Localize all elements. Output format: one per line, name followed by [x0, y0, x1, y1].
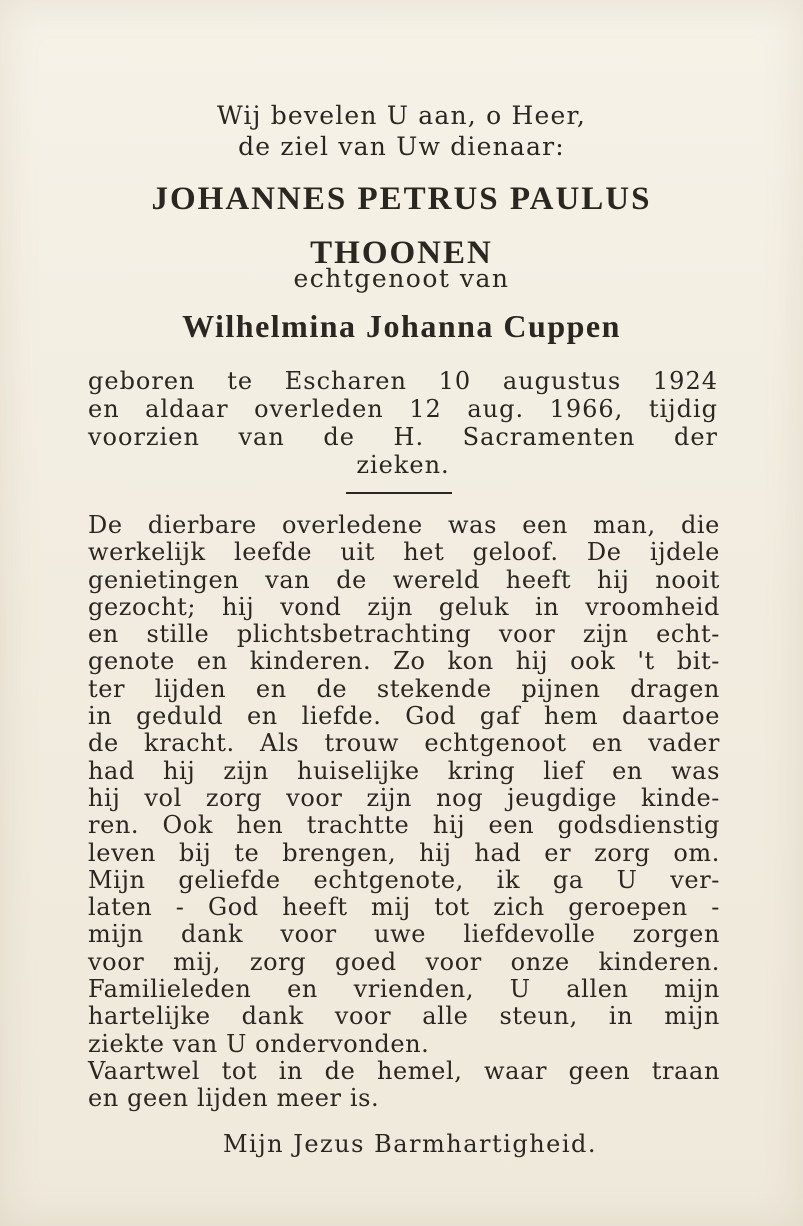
memorial-line: in geduld en liefde. God gaf hem daartoe: [88, 702, 720, 731]
memorial-line: Mijn geliefde echtgenote, ik ga U ver-: [88, 865, 720, 894]
closing-prayer: Mijn Jezus Barmhartigheid.: [222, 1130, 598, 1158]
memorial-line: hij vol zorg voor zijn nog jeugdige kinde-: [88, 783, 720, 812]
memorial-line: laten - God heeft mij tot zich geroepen -: [88, 893, 720, 922]
intro-line-2: de ziel van Uw dienaar:: [238, 132, 565, 161]
spouse-name: Wilhelmina Johanna Cuppen: [182, 308, 621, 344]
memorial-line: Familieleden en vrienden, U allen mijn: [88, 975, 720, 1004]
memorial-line: Vaartwel tot in de hemel, waar geen traan: [88, 1056, 720, 1085]
memorial-line: de kracht. Als trouw echtgenoot en vader: [88, 729, 720, 758]
birth-line: zieken.: [356, 451, 450, 479]
divider-rule: [346, 492, 452, 494]
deceased-name-line-2: THOONEN: [310, 235, 493, 271]
memorial-line: voor mij, zorg goed voor onze kinderen.: [88, 947, 720, 976]
memorial-line: ren. Ook hen trachtte hij een godsdienstig: [88, 811, 720, 840]
memorial-line: mijn dank voor uwe liefdevolle zorgen: [88, 920, 720, 949]
memorial-line: hartelijke dank voor alle steun, in mijn: [88, 1002, 720, 1031]
memorial-line: ziekte van U ondervonden.: [88, 1029, 430, 1058]
memorial-line: en stille plichtsbetrachting voor zijn echt-: [88, 620, 720, 649]
memorial-line: gezocht; hij vond zijn geluk in vroomheid: [88, 592, 720, 621]
birth-line: geboren te Escharen 10 augustus 1924: [88, 367, 718, 395]
intro-text: [0, 100, 803, 162]
memorial-line: had hij zijn huiselijke kring lief en was: [88, 756, 720, 785]
birth-line: voorzien van de H. Sacramenten der: [88, 423, 718, 451]
memorial-line: en geen lijden meer is.: [88, 1084, 380, 1113]
birth-death-paragraph: [88, 367, 718, 479]
birth-line: en aldaar overleden 12 aug. 1966, tijdig: [88, 395, 718, 423]
memorial-line: leven bij te brengen, hij had er zorg om.: [88, 838, 720, 867]
intro-line-1: Wij bevelen U aan, o Heer,: [216, 101, 587, 130]
memorial-line: De dierbare overledene was een man, die: [88, 511, 720, 539]
memorial-line: ter lijden en de stekende pijnen dragen: [88, 674, 720, 703]
deceased-name-line-1: JOHANNES PETRUS PAULUS: [151, 181, 652, 217]
memorial-line: werkelijk leefde uit het geloof. De ijdele: [88, 538, 720, 567]
memorial-line: genietingen van de wereld heeft hij nooit: [88, 565, 720, 594]
spouse-lead: echtgenoot van: [293, 264, 510, 293]
memorial-line: genote en kinderen. Zo kon hij ook 't bit-: [88, 647, 720, 676]
memorial-text: [88, 512, 720, 1113]
